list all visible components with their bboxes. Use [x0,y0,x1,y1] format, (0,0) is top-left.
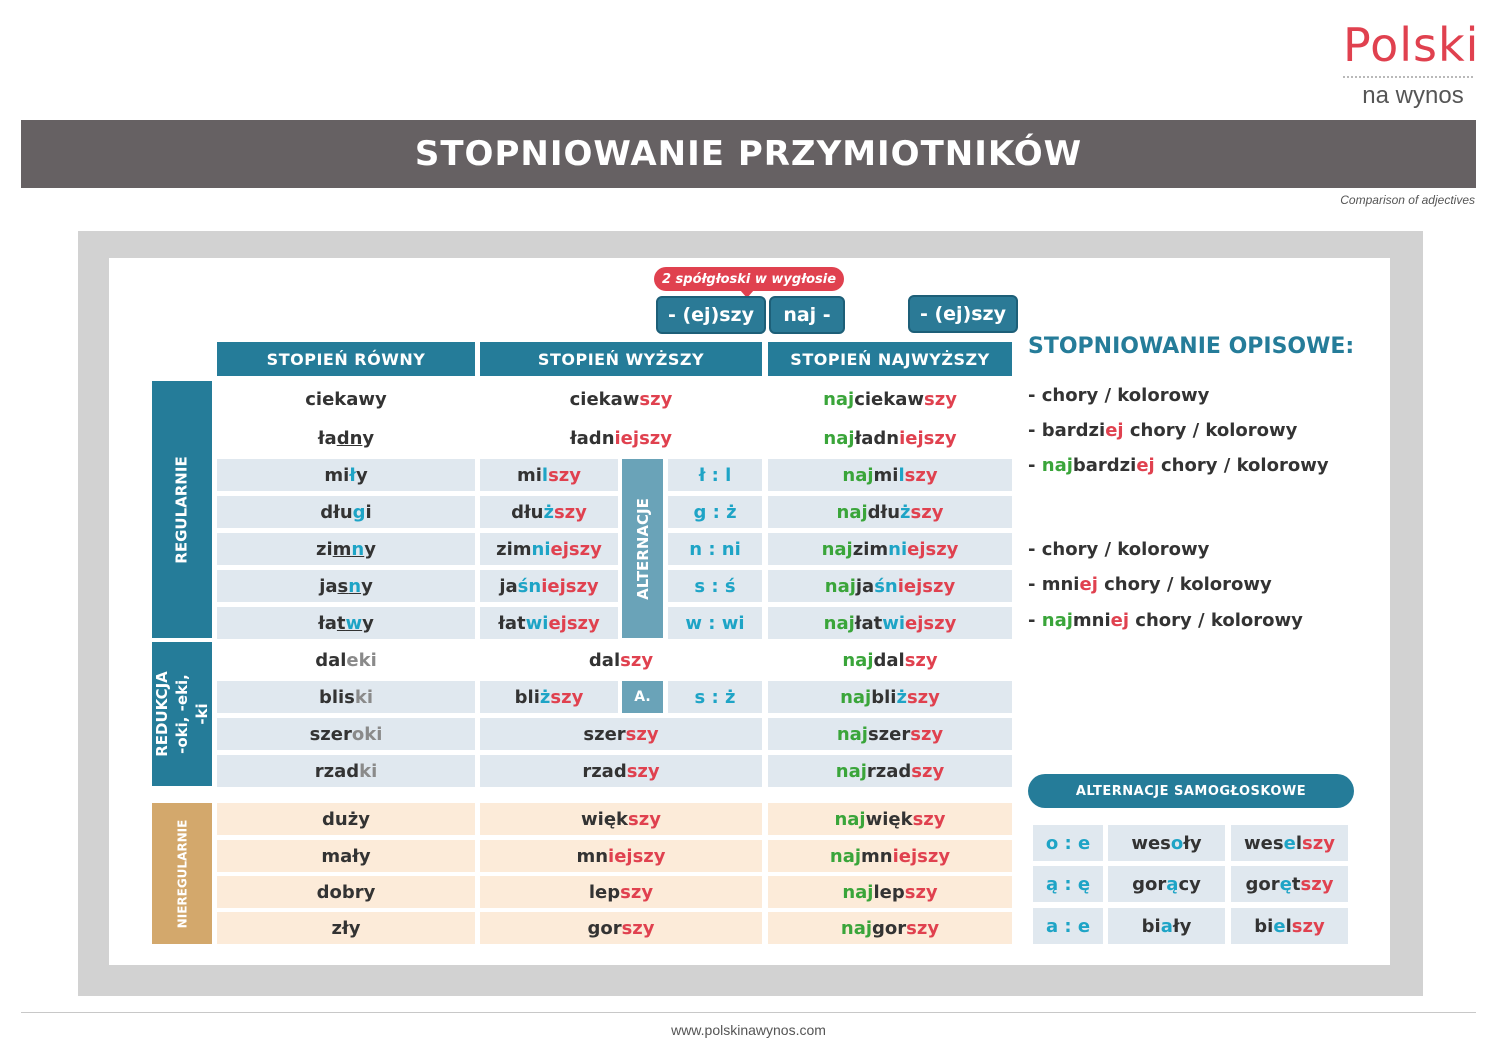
cell-alternation [668,681,762,713]
word-segment: bli [514,686,540,708]
word-segment: mni [1072,610,1111,631]
word-segment: naj [842,649,874,671]
word-segment: o [1170,832,1184,854]
word-segment: szy [550,686,584,708]
word-segment: zi [316,538,333,560]
logo-subtitle: na wynos [1362,82,1464,109]
word-segment: naj [1041,455,1073,476]
group-reduction-label: REDUKCJA -oki, -eki, -ki [153,671,212,757]
word-segment: chory / kolorowy [1129,610,1303,631]
descriptive-line [1028,455,1329,476]
cell-base [217,644,475,676]
word-segment: y [355,464,368,486]
word-segment: ły [1183,832,1202,854]
group-regular [152,381,212,638]
word-segment: wi [525,612,549,634]
word-segment: iejszy [541,575,599,597]
cell-base [217,718,475,750]
cell-superlative [768,840,1012,872]
word-segment: s : ż [694,686,736,708]
cell-comparative [480,755,762,787]
word-segment: iejszy [899,427,957,449]
group-reduction [152,642,212,786]
group-irregular [152,803,212,944]
word-segment: zim [496,538,532,560]
word-segment: gor [1132,873,1167,895]
word-segment: ja [855,575,875,597]
cell-comparative [480,420,762,456]
cell-base [217,755,475,787]
cell-comparative [480,607,618,639]
word-segment: szy [904,881,938,903]
word-segment: naj [842,464,874,486]
word-segment: naj [836,501,868,523]
word-segment: rzad [866,760,912,782]
word-segment: y [364,538,376,560]
word-segment: chory / kolorowy [1154,455,1329,476]
word-segment: l [541,464,549,486]
vowel-base [1108,908,1225,944]
cell-base [217,912,475,944]
cell-base [217,876,475,908]
suffix-pill-comparative: - (ej)szy [656,296,766,334]
word-segment: ciekaw [854,388,924,410]
word-segment: ej [1136,455,1155,476]
word-segment: szy [1291,915,1325,937]
word-segment: szy [626,760,660,782]
page-subtitle: Comparison of adjectives [1340,193,1475,207]
cell-comparative [480,681,618,713]
vowel-alternation [1033,908,1103,944]
cell-superlative [768,912,1012,944]
word-segment: i [365,501,372,523]
vowel-alternation [1033,825,1103,861]
word-segment: ę [1279,873,1292,895]
word-segment: g [352,501,366,523]
word-segment: n [348,575,362,597]
descriptive-line [1028,420,1297,441]
word-segment: chory / kolorowy [1097,574,1272,595]
cell-comparative [480,459,618,491]
cell-superlative [768,644,1012,676]
word-segment: mi [873,464,899,486]
word-segment: bli [871,686,897,708]
word-segment: gor [1245,873,1280,895]
word-segment: iejszy [892,845,951,867]
cell-superlative [768,755,1012,787]
word-segment: ja [319,575,338,597]
word-segment: gor [587,917,622,939]
word-segment: szy [904,464,938,486]
word-segment: dłu [320,501,353,523]
word-segment: eki [346,649,377,671]
word-segment: szy [910,723,944,745]
word-segment: bi [1141,915,1161,937]
word-segment: bi [1254,915,1274,937]
cell-base [217,533,475,565]
cell-base [217,381,475,417]
logo-brand: Polski [1343,18,1480,72]
word-segment: szy [548,464,582,486]
word-segment: ja [499,575,518,597]
cell-comparative [480,718,762,750]
word-segment: dal [588,649,621,671]
word-segment: iejszy [614,427,672,449]
word-segment: ą [1166,873,1179,895]
word-segment: w : wi [685,612,745,634]
word-segment: łat [854,612,883,634]
word-segment: szy [625,723,659,745]
word-segment: - mni [1028,574,1080,595]
word-segment: mi [324,464,350,486]
word-segment: s [337,575,349,597]
word-segment: cy [1178,873,1201,895]
word-segment: szy [553,501,587,523]
word-segment: ż [543,501,554,523]
word-segment: szy [924,388,957,410]
word-segment: t [1291,873,1301,895]
word-segment: ejszy [907,538,959,560]
cell-superlative [768,681,1012,713]
word-segment: n [351,538,365,560]
word-segment: s : ś [694,575,736,597]
word-segment: o : e [1045,832,1091,854]
cell-superlative [768,459,1012,491]
tip-badge: 2 spółgłoski w wygłosie [654,267,844,291]
word-segment: naj [824,575,856,597]
word-segment: - [1028,455,1042,476]
cell-comparative [480,803,762,835]
word-segment: t [336,612,346,634]
word-segment: bardzi [1072,455,1137,476]
word-segment: iejszy [897,575,956,597]
word-segment: ciekaw [569,388,640,410]
word-segment: szy [639,388,673,410]
cell-comparative [480,570,618,602]
cell-alternation [668,533,762,565]
word-segment: dal [315,649,347,671]
cell-base [217,459,475,491]
word-segment: wes [1131,832,1171,854]
word-segment: gor [872,917,907,939]
word-segment: - chory / kolorowy [1028,539,1210,560]
word-segment: śn [517,575,542,597]
cell-alternation [668,607,762,639]
cell-superlative [768,718,1012,750]
word-segment: naj [835,760,867,782]
word-segment: szy [904,649,938,671]
cell-superlative [768,420,1012,456]
cell-superlative [768,533,1012,565]
cell-comparative [480,496,618,528]
word-segment: naj [823,427,855,449]
header-superlative: STOPIEŃ NAJWYŻSZY [768,342,1012,376]
vowel-comparative [1231,866,1348,902]
word-segment: a [1160,915,1173,937]
page-title: STOPNIOWANIE PRZYMIOTNIKÓW [21,120,1476,188]
word-segment: ła [318,612,337,634]
word-segment: y [362,427,375,449]
cell-superlative [768,803,1012,835]
cell-superlative [768,570,1012,602]
word-segment: l [1285,915,1292,937]
word-segment: naj [840,917,873,939]
word-segment: naj [821,538,853,560]
word-segment: lep [873,881,905,903]
cell-comparative [480,533,618,565]
cell-comparative [480,912,762,944]
word-segment: naj [1041,610,1073,631]
alternations-column [622,459,663,638]
cell-base [217,803,475,835]
cell-base [217,570,475,602]
word-segment: szy [1300,873,1334,895]
group-irregular-label: NIEREGULARNIE [175,819,189,928]
descriptive-line [1028,610,1303,631]
word-segment: naj [823,388,855,410]
word-segment: ejszy [905,612,957,634]
word-segment: szy [620,649,654,671]
logo [1343,18,1480,110]
word-segment: naj [834,808,866,830]
vowel-alternation [1033,866,1103,902]
word-segment: rzad [314,760,360,782]
word-segment: rzad [582,760,627,782]
word-segment: duży [322,808,370,830]
vowel-base [1108,825,1225,861]
word-segment: e [1273,915,1286,937]
word-segment: ładn [569,427,615,449]
word-segment: szy [906,686,940,708]
word-segment: e [1283,832,1296,854]
word-segment: ej [1079,574,1098,595]
cell-comparative [480,644,762,676]
word-segment: mn [576,845,609,867]
word-segment: dal [873,649,905,671]
descriptive-line [1028,385,1209,406]
word-segment: y [362,612,374,634]
cell-base [217,840,475,872]
word-segment: ejszy [550,538,602,560]
word-segment: iejszy [608,845,666,867]
word-segment: naj [840,686,872,708]
word-segment: zły [331,917,361,939]
word-segment: szy [1302,832,1335,854]
header-base: STOPIEŃ RÓWNY [217,342,475,376]
cell-base [217,681,475,713]
word-segment: dłu [867,501,901,523]
vowel-base [1108,866,1225,902]
word-segment: dobry [316,881,376,903]
word-segment: szy [906,917,940,939]
word-segment: m [332,538,352,560]
word-segment: ni [531,538,551,560]
word-segment: ciekawy [305,388,387,410]
word-segment: ł : l [698,464,732,486]
word-segment: szer [309,723,352,745]
word-segment: l [1295,832,1302,854]
word-segment: ż [539,686,551,708]
word-segment: ła [317,427,337,449]
word-segment: ej [1105,420,1124,441]
word-segment: wes [1244,832,1284,854]
word-segment: ki [359,760,378,782]
vowel-alternations-header: ALTERNACJE SAMOGŁOSKOWE [1028,774,1354,808]
word-segment: y [361,575,373,597]
word-segment: mały [321,845,371,867]
word-segment: naj [823,612,855,634]
suffix-pill-superlative: - (ej)szy [908,295,1018,333]
word-segment: mi [516,464,542,486]
descriptive-line [1028,539,1209,560]
descriptive-title: STOPNIOWANIE OPISOWE: [1028,334,1355,359]
word-segment: szy [911,760,945,782]
word-segment: ły [1172,915,1192,937]
word-segment: łat [498,612,526,634]
cell-superlative [768,876,1012,908]
word-segment: chory / kolorowy [1123,420,1298,441]
word-segment: zim [852,538,889,560]
word-segment: ż [900,501,911,523]
word-segment: więk [865,808,913,830]
alternations-label: ALTERNACJE [633,497,652,600]
cell-base [217,420,475,456]
footer-url: www.polskinawynos.com [671,1022,826,1038]
word-segment: oki [351,723,383,745]
cell-superlative [768,607,1012,639]
group-regular-label: REGULARNIE [173,455,192,564]
word-segment: szy [628,808,661,830]
cell-base [217,496,475,528]
word-segment: n : ni [689,538,741,560]
word-segment: wi [882,612,906,634]
word-segment: ładn [854,427,900,449]
word-segment: dn [336,427,363,449]
cell-superlative [768,496,1012,528]
prefix-pill-naj: naj - [769,296,845,334]
word-segment: więk [581,808,629,830]
word-segment: ż [896,686,907,708]
word-segment: ł [349,464,356,486]
word-segment: mn [861,845,893,867]
word-segment: - [1028,610,1042,631]
word-segment: szer [583,723,626,745]
word-segment: - bardzi [1028,420,1106,441]
cell-alternation [668,459,762,491]
word-segment: ejszy [548,612,600,634]
cell-base [217,607,475,639]
word-segment: szy [912,808,946,830]
cell-alternation [668,570,762,602]
word-segment: ni [888,538,908,560]
word-segment: l [898,464,905,486]
word-segment: dłu [511,501,544,523]
word-segment: blis [318,686,355,708]
word-segment: g : ż [693,501,737,523]
logo-divider [1343,76,1473,78]
word-segment: szy [621,917,655,939]
word-segment: ki [354,686,374,708]
cell-superlative [768,381,1012,417]
cell-comparative [480,876,762,908]
word-segment: ej [1110,610,1130,631]
cell-comparative [480,381,762,417]
word-segment: lep [588,881,621,903]
cell-comparative [480,840,762,872]
word-segment: śn [874,575,898,597]
word-segment: ą : ę [1045,873,1091,895]
vowel-comparative [1231,908,1348,944]
word-segment: szy [620,881,654,903]
word-segment: a : e [1045,915,1091,937]
word-segment: naj [836,723,868,745]
word-segment: naj [842,881,874,903]
cell-alternation [668,496,762,528]
vowel-comparative [1231,825,1348,861]
word-segment: naj [829,845,862,867]
header-comparative: STOPIEŃ WYŻSZY [480,342,762,376]
word-segment: w [345,612,363,634]
descriptive-line [1028,574,1272,595]
word-segment: - chory / kolorowy [1028,385,1210,406]
alternation-short-label: A. [622,681,663,713]
word-segment: szer [867,723,911,745]
footer-divider [21,1012,1476,1013]
word-segment: szy [910,501,944,523]
